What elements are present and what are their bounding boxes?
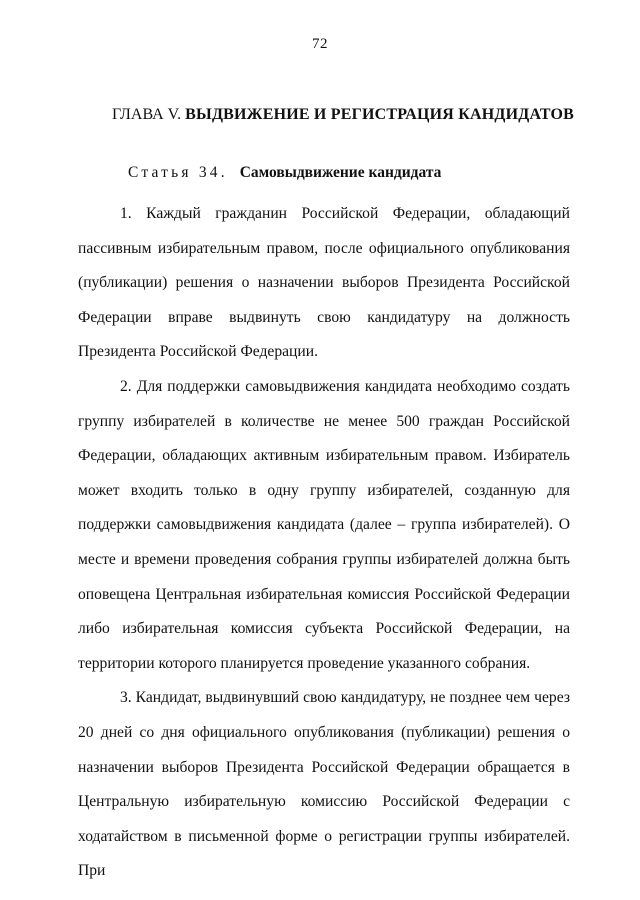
- paragraph-3: 3. Кандидат, выдвинувший свою кандидатуру, не позднее чем через 20 дней со дня официального опубликования (публикации) решения о назначении выборов Президента Российской Федерации обращается в Центральную избирательную комиссию Российской Федерации с ходатайством в письменной форме о регистрации группы избирателей. При: [78, 689, 570, 880]
- article-label: Статья 34.: [128, 164, 228, 181]
- article-title: Самовыдвижение кандидата: [239, 164, 442, 181]
- article-body: [78, 197, 570, 889]
- paragraph-2: 2. Для поддержки самовыдвижения кандидата необходимо создать группу избирателей в количестве не менее 500 граждан Российской Федерации, обладающих активным избирательным правом. Избиратель может входить только в одну группу избирателей, созданную для поддержки самовыдвижения кандидата (далее – группа избирателей). О месте и времени проведения собрания группы избирателей должна быть оповещена Центральная избирательная комиссия Российской Федерации либо избирательная комиссия субъекта Российской Федерации, на территории которого планируется проведение указанного собрания.: [78, 377, 570, 672]
- chapter-number: ГЛАВА V.: [112, 106, 182, 123]
- paragraph-1: 1. Каждый гражданин Российской Федерации, обладающий пассивным избирательным правом, после официального опубликования (публикации) решения о назначении выборов Президента Российской Федерации вправе выдвинуть свою кандидатуру на должность Президента Российской Федерации.: [78, 205, 570, 361]
- chapter-title: [112, 106, 572, 124]
- article-heading: [128, 164, 548, 182]
- chapter-name: ВЫДВИЖЕНИЕ И РЕГИСТРАЦИЯ КАНДИДАТОВ: [185, 106, 574, 123]
- page-number: 72: [312, 36, 328, 52]
